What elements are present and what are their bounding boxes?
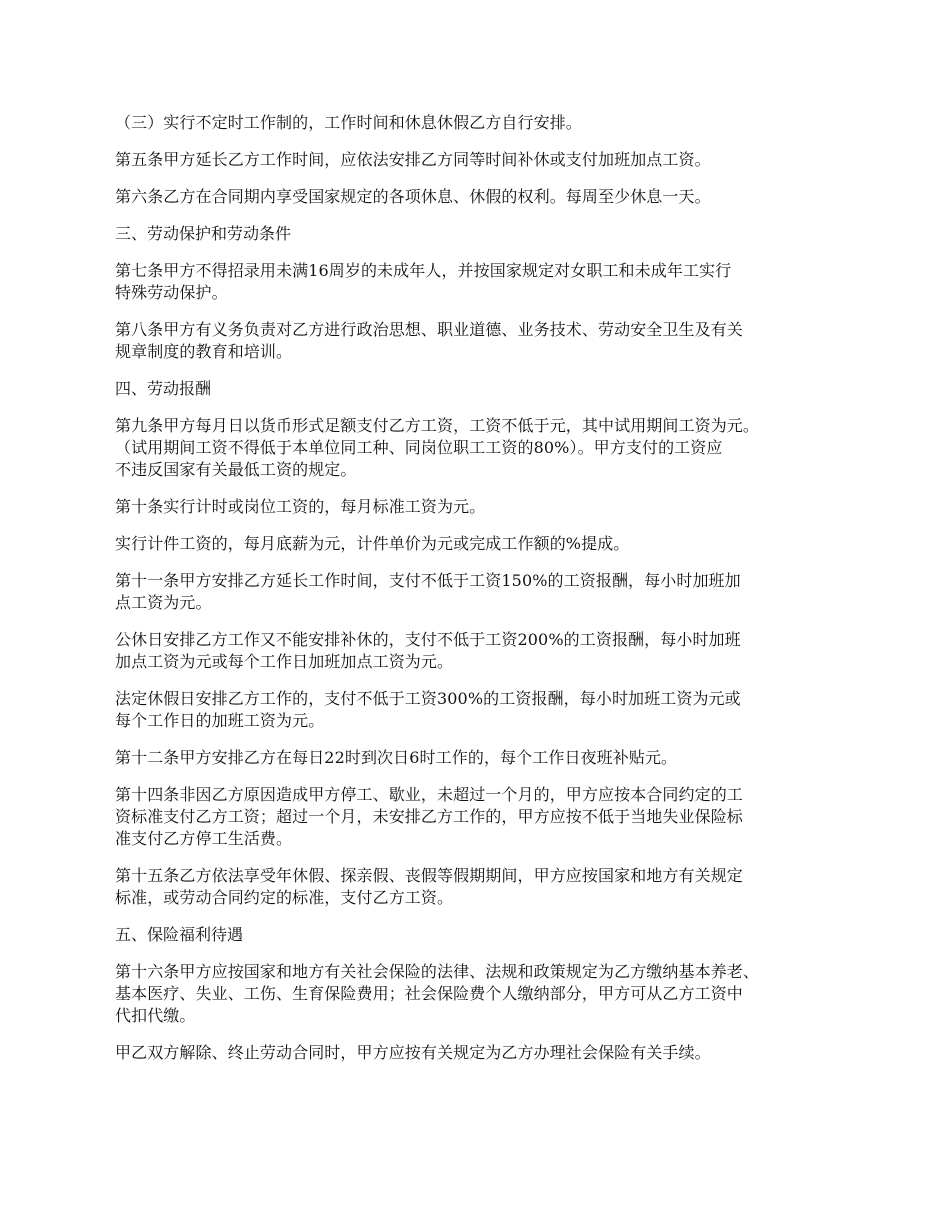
paragraph-article-6: 第六条乙方在合同期内享受国家规定的各项休息、休假的权利。每周至少休息一天。 xyxy=(115,187,711,206)
paragraph-holiday-overtime: 法定休假日安排乙方工作的，支付不低于工资300%的工资报酬，每小时加班工资为元或 每个工作日的加班工资为元。 xyxy=(115,689,741,730)
paragraph-article-8: 第八条甲方有义务负责对乙方进行政治思想、职业道德、业务技术、劳动安全卫生及有关 规章制度的教育和培训。 xyxy=(115,320,743,361)
paragraph-article-14: 第十四条非因乙方原因造成甲方停工、歇业，未超过一个月的，甲方应按本合同约定的工 资标准支付乙方工资；超过一个月，未安排乙方工作的，甲方应按不低于当地失业保险标 准支付乙方停工生活费。 xyxy=(115,785,743,848)
paragraph-article-16: 第十六条甲方应按国家和地方有关社会保险的法律、法规和政策规定为乙方缴纳基本养老、 基本医疗、失业、工伤、生育保险费用；社会保险费个人缴纳部分，甲方可从乙方工资中 代扣代缴。 xyxy=(115,962,760,1025)
document-page xyxy=(115,112,855,1079)
paragraph-piece-rate: 实行计件工资的，每月底薪为元，计件单价为元或完成工作额的%提成。 xyxy=(115,534,630,553)
paragraph-article-12: 第十二条甲方安排乙方在每日22时到次日6时工作的，每个工作日夜班补贴元。 xyxy=(115,748,678,767)
paragraph-termination-insurance: 甲乙双方解除、终止劳动合同时，甲方应按有关规定为乙方办理社会保险有关手续。 xyxy=(115,1043,711,1062)
paragraph-article-11: 第十一条甲方安排乙方延长工作时间，支付不低于工资150%的工资报酬，每小时加班加 点工资为元。 xyxy=(115,571,741,612)
paragraph-work-hours-irregular: （三）实行不定时工作制的，工作时间和休息休假乙方自行安排。 xyxy=(115,113,582,132)
paragraph-article-5: 第五条甲方延长乙方工作时间，应依法安排乙方同等时间补休或支付加班加点工资。 xyxy=(115,150,711,169)
paragraph-article-15: 第十五条乙方依法享受年休假、探亲假、丧假等假期期间，甲方应按国家和地方有关规定 标准，或劳动合同约定的标准，支付乙方工资。 xyxy=(115,866,743,907)
section-heading-remuneration: 四、劳动报酬 xyxy=(115,379,212,398)
section-heading-insurance: 五、保险福利待遇 xyxy=(115,925,244,944)
paragraph-rest-day-overtime: 公休日安排乙方工作又不能安排补休的，支付不低于工资200%的工资报酬，每小时加班 加点工资为元或每个工作日加班加点工资为元。 xyxy=(115,630,741,671)
paragraph-article-9: 第九条甲方每月日以货币形式足额支付乙方工资，工资不低于元，其中试用期间工资为元。 （试用期间工资不得低于本单位同工种、同岗位职工工资的80%）。甲方支付的工资应 不违反国家有关最低工资的规定。 xyxy=(115,416,760,479)
paragraph-article-10: 第十条实行计时或岗位工资的，每月标准工资为元。 xyxy=(115,497,486,516)
section-heading-labor-protection: 三、劳动保护和劳动条件 xyxy=(115,224,292,243)
paragraph-article-7: 第七条甲方不得招录用未满16周岁的未成年人，并按国家规定对女职工和未成年工实行 特殊劳动保护。 xyxy=(115,261,732,302)
